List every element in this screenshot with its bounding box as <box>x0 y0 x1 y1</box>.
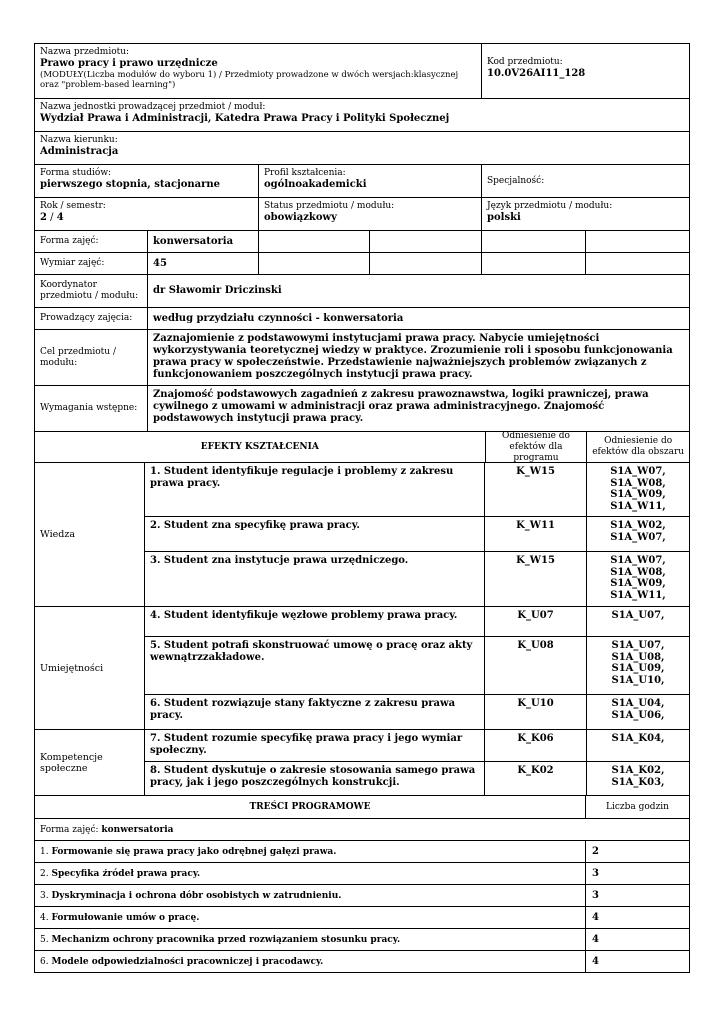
empty-cell <box>369 253 481 274</box>
header-section <box>34 43 690 99</box>
effect-row <box>145 517 689 552</box>
code-value: 10.0V26AI11_128 <box>487 68 586 79</box>
topic-text: Modele odpowiedzialności pracowniczej i pracodawcy. <box>51 956 324 967</box>
topic-number: 3. <box>40 890 49 901</box>
program-topic-row <box>35 840 689 862</box>
topic-title <box>35 863 585 884</box>
topic-hours: 4 <box>585 929 689 950</box>
unit-section <box>34 99 690 132</box>
specialty-label: Specjalność: <box>487 175 545 186</box>
coordinator-row <box>34 275 690 308</box>
effects-category: Kompetencje społeczne <box>35 730 145 795</box>
status-cell <box>258 198 481 230</box>
specialty-cell <box>481 165 689 197</box>
empty-cell <box>481 231 585 252</box>
year-value: 2 <box>40 212 47 223</box>
field-cell <box>35 132 689 164</box>
effect-desc: 2. Student zna specyfikę prawa pracy. <box>150 520 360 531</box>
effect-desc: 6. Student rozwiązuje stany faktyczne z zakresu prawa pracy. <box>150 698 456 721</box>
effect-area-code: S1A_W09, <box>610 489 666 500</box>
effect-area-code: S1A_W07, <box>610 466 666 477</box>
effects-items <box>145 607 689 729</box>
status-value: obowiązkowy <box>264 212 337 223</box>
topic-hours: 4 <box>585 907 689 928</box>
effects-group-knowledge <box>35 463 689 607</box>
program-section <box>34 796 690 973</box>
empty-cell <box>585 253 689 274</box>
unit-label: Nazwa jednostki prowadzącej przedmiot / moduł: <box>40 102 266 112</box>
lecturer-value: według przydziału czynności - konwersatoria <box>147 308 689 329</box>
language-label: Język przedmiotu / modułu: <box>487 201 613 211</box>
field-section <box>34 132 690 165</box>
effects-items <box>145 730 689 795</box>
effect-desc: 8. Student dyskutuje o zakresie stosowania samego prawa pracy, jak i jego poszczególnych konstrukcji. <box>150 765 476 788</box>
effects-prog-header: Odniesienie do efektów dla programu <box>485 432 587 462</box>
lecturer-row <box>34 308 690 330</box>
year-sep: / <box>46 212 57 223</box>
topic-hours: 4 <box>585 951 689 972</box>
program-form <box>35 819 689 840</box>
effect-area-code: S1A_W08, <box>610 477 666 489</box>
effect-prog: K_K02 <box>484 762 586 795</box>
effect-area-code: S1A_U07, <box>611 640 665 651</box>
effect-area-code: S1A_W07, <box>610 531 666 543</box>
effects-group-skills <box>35 607 689 730</box>
effect-row <box>145 762 689 795</box>
goal-row <box>34 330 690 386</box>
topic-text: Formowanie się prawa pracy jako odrębnej gałęzi prawa. <box>51 846 337 857</box>
effects-header <box>34 432 690 463</box>
effect-prog: K_W11 <box>484 517 586 551</box>
topic-title <box>35 951 585 972</box>
coordinator-value: dr Sławomir Driczinski <box>147 275 689 307</box>
study-form-value: pierwszego stopnia, stacjonarne <box>40 179 221 190</box>
effect-area <box>586 637 689 694</box>
topic-number: 2. <box>40 868 49 879</box>
topic-text: Specyfika źródeł prawa pracy. <box>51 868 201 879</box>
empty-cell <box>481 253 585 274</box>
program-form-row <box>35 818 689 840</box>
program-topic-row <box>35 928 689 950</box>
effect-area-code: S1A_U08, <box>611 651 665 663</box>
unit-cell <box>35 99 689 131</box>
language-value: polski <box>487 212 521 223</box>
effect-area-code: S1A_U09, <box>611 663 665 674</box>
program-form-label: Forma zajęć: <box>40 824 99 835</box>
subject-cell <box>35 44 481 98</box>
program-topic-row <box>35 950 689 972</box>
effect-area <box>586 517 689 551</box>
effect-area <box>586 463 689 516</box>
study-section <box>34 165 690 198</box>
effects-category: Wiedza <box>35 463 145 606</box>
topic-text: Dyskryminacja i ochrona dóbr osobistych w zatrudnieniu. <box>51 890 342 901</box>
effects-body <box>34 463 690 796</box>
topic-hours: 2 <box>585 841 689 862</box>
effect-area-code: S1A_U06, <box>611 709 665 721</box>
course-card <box>34 43 690 973</box>
effect-area-code: S1A_K02, <box>611 765 665 776</box>
effect-prog: K_W15 <box>484 463 586 516</box>
topic-title <box>35 907 585 928</box>
goal-value: Zaznajomienie z podstawowymi instytucjami prawa pracy. Nabycie umiejętności wykorzystywania teoretycznej wiedzy w praktyce. Zrozumienie roli i sposobu funkcjonowania prawa pracy w społeczeństwie. Przedstawienie najważniejszych problemów związanych z funkcjonowaniem poszczególnych instytucji prawa pracy. <box>147 330 689 385</box>
field-label: Nazwa kierunku: <box>40 135 118 145</box>
effect-area-code: S1A_W11, <box>610 500 666 512</box>
effect-area <box>586 607 689 636</box>
status-label: Status przedmiotu / modułu: <box>264 201 395 211</box>
empty-cell <box>258 231 369 252</box>
study-form-cell <box>35 165 258 197</box>
effect-desc: 5. Student potrafi skonstruować umowę o pracę oraz akty wewnątrzzakładowe. <box>150 640 473 663</box>
topic-number: 4. <box>40 912 49 923</box>
program-hours-header: Liczba godzin <box>585 796 689 818</box>
effect-area-code: S1A_K03, <box>611 776 665 788</box>
effect-prog: K_U07 <box>484 607 586 636</box>
profile-value: ogólnoakademicki <box>264 179 367 190</box>
program-topic-row <box>35 884 689 906</box>
effect-prog: K_W15 <box>484 552 586 606</box>
effects-group-social <box>35 730 689 795</box>
effect-desc: 4. Student identyfikuje węzłowe problemy prawa pracy. <box>150 610 458 621</box>
effect-row <box>145 463 689 517</box>
language-cell <box>481 198 689 230</box>
effect-desc: 3. Student zna instytucje prawa urzędniczego. <box>150 555 409 566</box>
year-cell <box>35 198 258 230</box>
effects-category: Umiejętności <box>35 607 145 729</box>
class-form-value: konwersatoria <box>147 231 258 252</box>
effect-area-code: S1A_K04, <box>611 733 665 744</box>
program-title: TREŚCI PROGRAMOWE <box>249 802 371 812</box>
effect-row <box>145 730 689 762</box>
year-semester <box>40 212 253 224</box>
program-topic-row <box>35 862 689 884</box>
lecturer-label: Prowadzący zajęcia: <box>40 313 133 323</box>
coordinator-label: Koordynator przedmiotu / modułu: <box>40 280 139 301</box>
year-section <box>34 198 690 231</box>
topic-title <box>35 841 585 862</box>
class-form-row <box>34 231 690 253</box>
topic-hours: 3 <box>585 885 689 906</box>
effect-area <box>586 552 689 606</box>
program-header <box>35 796 689 818</box>
effect-area-code: S1A_W09, <box>610 578 666 589</box>
class-hours-row <box>34 253 690 275</box>
subject-label: Nazwa przedmiotu: <box>40 47 130 57</box>
semester-value: 4 <box>56 212 64 223</box>
topic-number: 5. <box>40 934 49 945</box>
effects-items <box>145 463 689 606</box>
effect-prog: K_U08 <box>484 637 586 694</box>
effects-area-header: Odniesienie do efektów dla obszaru <box>586 432 689 462</box>
topic-text: Formułowanie umów o pracę. <box>51 912 200 923</box>
goal-label: Cel przedmiotu / modułu: <box>40 346 116 368</box>
topic-hours: 3 <box>585 863 689 884</box>
effect-area-code: S1A_W11, <box>610 589 666 601</box>
effect-desc: 7. Student rozumie specyfikę prawa pracy i jego wymiar społeczny. <box>150 733 463 756</box>
effect-area-code: S1A_U07, <box>611 610 665 621</box>
code-cell <box>481 44 689 98</box>
subject-note: (MODUŁY(Liczba modułów do wyboru 1) / Przedmioty prowadzone w dwóch wersjach:klasycznej oraz "problem-based learning") <box>40 70 459 90</box>
profile-cell <box>258 165 481 197</box>
topic-number: 6. <box>40 956 49 967</box>
study-form-label: Forma studiów: <box>40 168 112 178</box>
class-hours-label: Wymiar zajęć: <box>40 258 105 268</box>
effect-prog: K_U10 <box>484 695 586 729</box>
empty-cell <box>258 253 369 274</box>
topic-number: 1. <box>40 846 49 857</box>
topic-title <box>35 929 585 950</box>
effect-row <box>145 552 689 606</box>
topic-text: Mechanizm ochrony pracownika przed rozwiązaniem stosunku pracy. <box>51 934 401 945</box>
topic-title <box>35 885 585 906</box>
effect-area <box>586 762 689 795</box>
subject-name: Prawo pracy i prawo urzędnicze <box>40 58 218 69</box>
class-hours-value: 45 <box>147 253 258 274</box>
effect-area-code: S1A_U10, <box>611 674 665 686</box>
profile-label: Profil kształcenia: <box>264 168 346 178</box>
effect-row <box>145 607 689 637</box>
effects-title: EFEKTY KSZTAŁCENIA <box>200 442 319 452</box>
class-form-label: Forma zajęć: <box>40 236 99 246</box>
code-label: Kod przedmiotu: <box>487 57 563 67</box>
effect-area-code: S1A_W02, <box>610 520 666 531</box>
effect-desc: 1. Student identyfikuje regulacje i problemy z zakresu prawa pracy. <box>150 466 454 489</box>
effect-row <box>145 637 689 695</box>
unit-value: Wydział Prawa i Administracji, Katedra Prawa Pracy i Polityki Społecznej <box>40 113 450 124</box>
effect-area <box>586 695 689 729</box>
effect-area <box>586 730 689 761</box>
field-value: Administracja <box>40 146 119 157</box>
requirements-label: Wymagania wstępne: <box>40 403 138 413</box>
requirements-row <box>34 386 690 432</box>
empty-cell <box>369 231 481 252</box>
effect-area-code: S1A_U04, <box>611 698 665 709</box>
effect-row <box>145 695 689 729</box>
effect-area-code: S1A_W08, <box>610 566 666 578</box>
effect-area-code: S1A_W07, <box>610 555 666 566</box>
program-form-value: konwersatoria <box>101 824 174 835</box>
program-topic-row <box>35 906 689 928</box>
effect-prog: K_K06 <box>484 730 586 761</box>
year-label: Rok / semestr: <box>40 201 106 211</box>
empty-cell <box>585 231 689 252</box>
requirements-value: Znajomość podstawowych zagadnień z zakresu prawoznawstwa, logiki prawniczej, prawa cywilnego z umowami w administracji oraz prawa administracyjnego. Znajomość podstawowych instytucji prawa pracy. <box>147 386 689 431</box>
